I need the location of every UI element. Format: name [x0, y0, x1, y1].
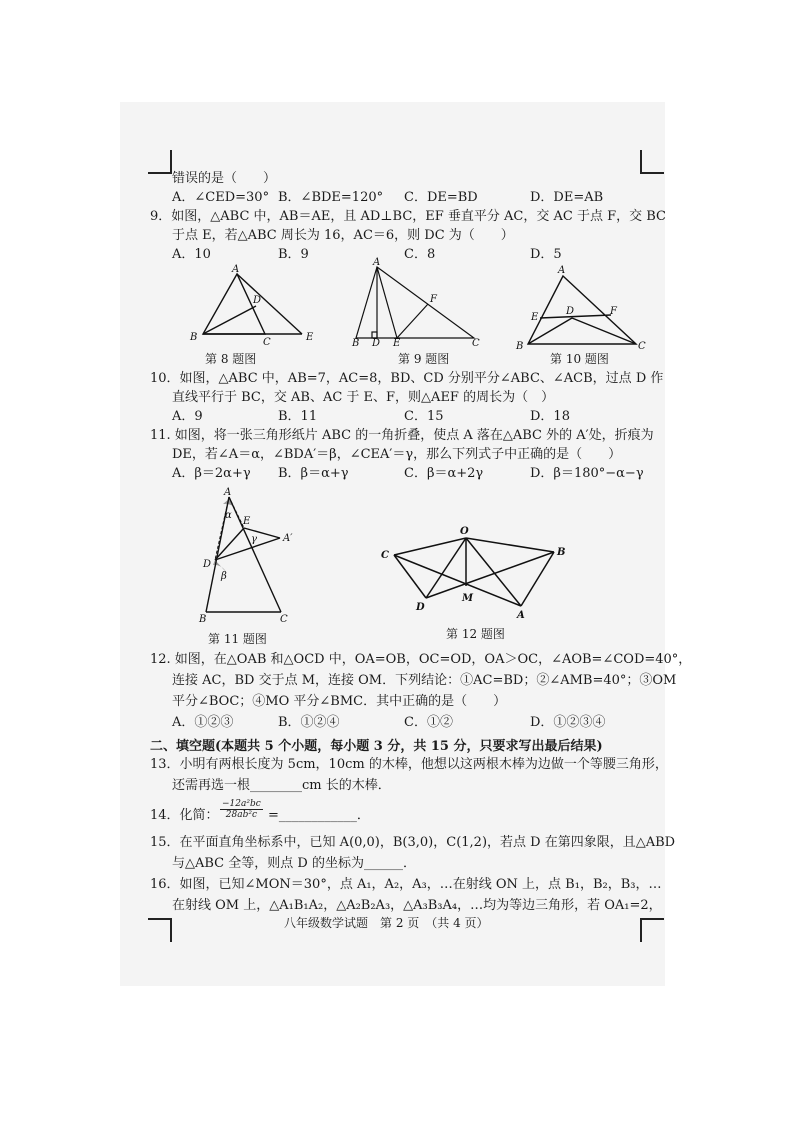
fig10-label-b: B — [516, 341, 524, 352]
q9-option-a: A．10 — [172, 247, 211, 262]
q8-option-a: A．∠CED=30° — [172, 190, 270, 205]
q10-option-a: A．9 — [172, 409, 203, 424]
fig10-label-c: C — [638, 341, 646, 352]
fig11-label-e: E — [243, 516, 251, 527]
q11-option-c: C．β＝α+2γ — [404, 466, 484, 481]
q10-option-d: D．18 — [530, 409, 570, 424]
fig11-label-b: B — [199, 614, 207, 625]
q11-option-d: D．β＝180°−α−γ — [530, 466, 644, 481]
q12-line3: 平分∠BOC；④MO 平分∠BMC．其中正确的是（ ） — [172, 694, 507, 709]
fig12-label-a: A — [517, 610, 525, 621]
q11-line1: 11. 如图，将一张三角形纸片 ABC 的一角折叠，使点 A 落在△ABC 外的 A′处，折痕为 — [150, 428, 654, 443]
fig12-label-c: C — [381, 550, 389, 561]
q9-line2: 于点 E，若△ABC 周长为 16，AC＝6，则 DC 为（ ） — [172, 228, 514, 243]
fig11-label-c: C — [280, 614, 288, 625]
fig9-caption: 第 9 题图 — [398, 352, 450, 366]
q10-line1: 10．如图，△ABC 中，AB=7，AC=8，BD、CD 分别平分∠ABC、∠ACB，过点 D 作 — [150, 371, 664, 386]
q12-option-c: C．①② — [404, 715, 453, 730]
fig12-caption: 第 12 题图 — [446, 627, 505, 641]
q11-line2: DE，若∠A＝α，∠BDA′＝β，∠CEA′＝γ，那么下列式子中正确的是（ ） — [172, 447, 622, 462]
q9-option-c: C．8 — [404, 247, 436, 262]
q10-line2: 直线平行于 BC，交 AB、AC 于 E、F，则△AEF 的周长为（ ） — [172, 390, 555, 405]
fig12-label-o: O — [460, 526, 469, 537]
fig9-label-a: A — [373, 257, 381, 268]
q12-option-a: A．①②③ — [172, 715, 234, 730]
q8-option-c: C．DE=BD — [404, 190, 478, 205]
fig12-label-m: M — [462, 593, 474, 604]
fig8-label-c: C — [263, 337, 271, 348]
fig11-label-a: A — [224, 487, 232, 498]
fig10-caption: 第 10 题图 — [550, 352, 609, 366]
fig9-label-c: C — [472, 338, 480, 349]
q8-option-d: D．DE=AB — [530, 190, 604, 205]
q14-prefix: 14．化简： — [150, 808, 219, 823]
q14-suffix: =____________． — [268, 808, 370, 823]
q16-line1: 16．如图，已知∠MON＝30°，点 A₁，A₂，A₃，…在射线 ON 上，点 B₁，B₂，B₃，… — [150, 877, 662, 892]
q12-line1: 12. 如图，在△OAB 和△OCD 中，OA=OB，OC=OD，OA＞OC，∠AOB=∠COD=40°， — [150, 652, 692, 667]
q14-fraction — [220, 799, 263, 820]
q8-option-b: B．∠BDE=120° — [278, 190, 384, 205]
fig8-label-a: A — [232, 264, 240, 275]
q15-line1: 15．在平面直角坐标系中，已知 A(0,0)，B(3,0)，C(1,2)，若点 D 在第四象限，且△ABD — [150, 835, 676, 850]
fig9-label-d: D — [372, 338, 381, 349]
q14-numerator: −12a²bc — [222, 799, 261, 809]
fig11-label-gamma: γ — [251, 534, 257, 545]
q16-line2: 在射线 OM 上，△A₁B₁A₂，△A₂B₂A₃，△A₃B₃A₄，…均为等边三角形，若 OA₁=2， — [172, 898, 662, 913]
q12-line2: 连接 AC，BD 交于点 M，连接 OM．下列结论：①AC=BD；②∠AMB=40°；③OM — [172, 673, 677, 688]
q8-tail: 错误的是（ ） — [172, 171, 277, 186]
fig8-caption: 第 8 题图 — [205, 352, 257, 366]
q12-option-b: B．①②④ — [278, 715, 340, 730]
fig11-label-alpha: α — [225, 510, 232, 521]
fig11-label-a-prime: A′ — [283, 533, 293, 544]
fig10-label-e: E — [531, 312, 539, 323]
q15-line2: 与△ABC 全等，则点 D 的坐标为______． — [172, 856, 416, 871]
fig8-label-b: B — [190, 332, 198, 343]
fig9-label-e: E — [393, 338, 401, 349]
q11-option-b: B．β＝α+γ — [278, 466, 349, 481]
section-2-heading: 二、填空题(本题共 5 个小题，每小题 3 分，共 15 分，只要求写出最后结果) — [150, 739, 603, 754]
q12-option-d: D．①②③④ — [530, 715, 606, 730]
q14-denominator: 28ab²c — [225, 810, 257, 820]
fig11-label-beta: β — [221, 571, 227, 582]
page-footer: 八年级数学试题 第 2 页 （共 4 页） — [284, 916, 489, 930]
q9-option-d: D．5 — [530, 247, 562, 262]
fig10-label-a: A — [558, 265, 566, 276]
fig12-label-d: D — [416, 602, 425, 613]
fig10-label-f: F — [610, 306, 617, 317]
q11-option-a: A．β＝2α+γ — [172, 466, 251, 481]
q9-option-b: B．9 — [278, 247, 309, 262]
q10-option-b: B．11 — [278, 409, 318, 424]
fig10-label-d: D — [566, 306, 575, 317]
fig9-label-b: B — [352, 338, 360, 349]
fig9-label-f: F — [430, 294, 437, 305]
q10-option-c: C．15 — [404, 409, 444, 424]
q13-line2: 还需再选一根________cm 长的木棒． — [172, 778, 391, 793]
q9-line1: 9．如图，△ABC 中，AB＝AE，且 AD⊥BC，EF 垂直平分 AC，交 AC 于点 F，交 BC — [150, 209, 666, 224]
q13-line1: 13．小明有两根长度为 5cm，10cm 的木棒，他想以这两根木棒为边做一个等腰三角形， — [150, 757, 668, 772]
fig11-label-d: D — [203, 559, 212, 570]
fig8-label-e: E — [306, 332, 314, 343]
fig11-caption: 第 11 题图 — [208, 632, 267, 646]
fig12-label-b: B — [557, 547, 566, 558]
fig8-label-d: D — [253, 295, 262, 306]
